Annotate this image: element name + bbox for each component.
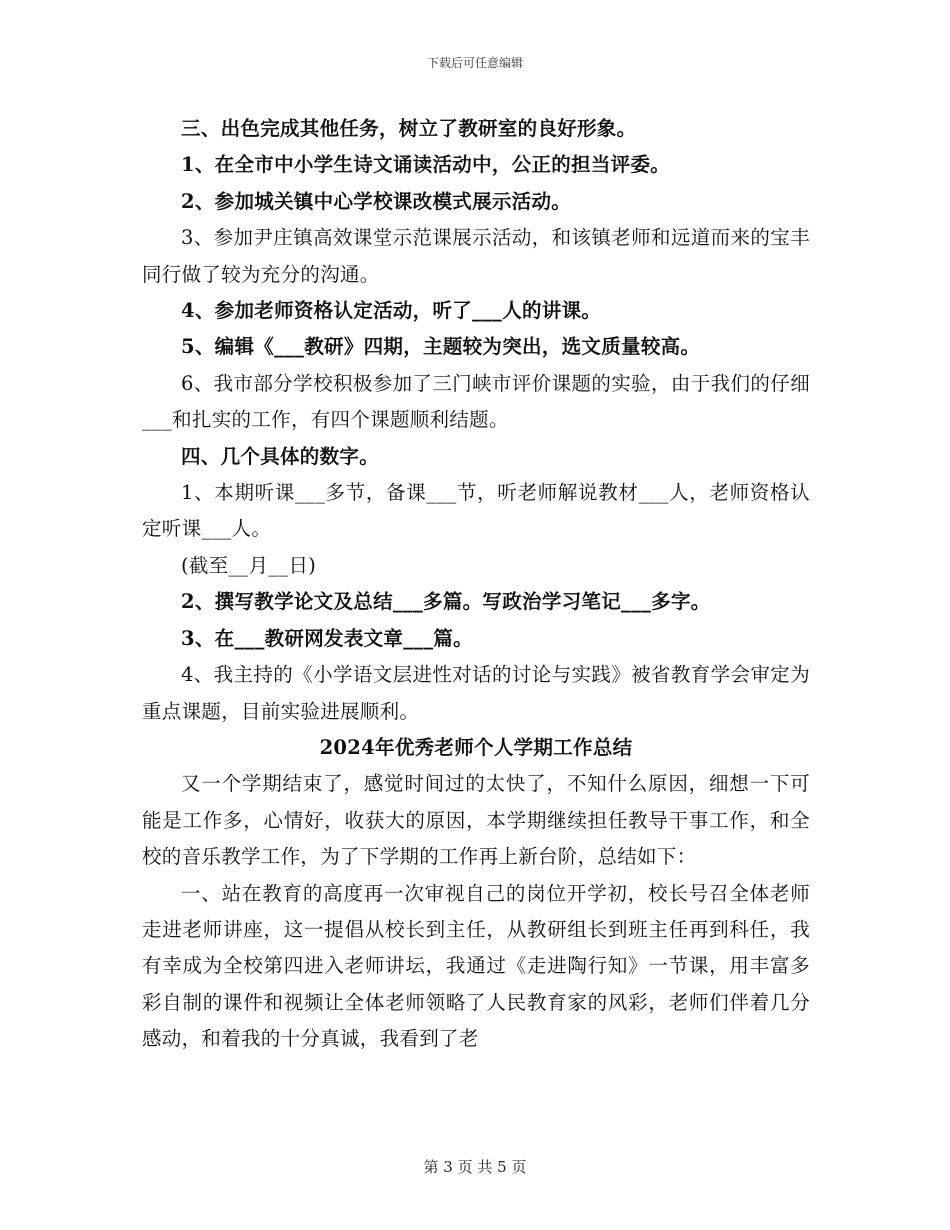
list-item: 1、本期听课___多节，备课___节，听老师解说教材___人，老师资格认定听课___人。: [142, 481, 810, 541]
list-item: 4、我主持的《小学语文层进性对话的讨论与实践》被省教育学会审定为重点课题，目前实验进展顺利。: [142, 663, 810, 723]
document-title: 2024年优秀老师个人学期工作总结: [319, 735, 633, 759]
section-heading-4: 四、几个具体的数字。: [181, 444, 380, 468]
body-paragraph: 又一个学期结束了，感觉时间过的太快了，不知什么原因，细想一下可能是工作多，心情好，收获大的原因，本学期继续担任教导干事工作，和全校的音乐教学工作，为了下学期的工作再上新台阶，总结如下：: [142, 772, 810, 869]
list-item: 2、参加城关镇中心学校课改模式展示活动。: [181, 189, 572, 213]
document-body: [142, 111, 810, 1058]
section-heading-3: 三、出色完成其他任务，树立了教研室的良好形象。: [181, 117, 637, 140]
list-item: 4、参加老师资格认定活动，听了___人的讲课。: [181, 299, 602, 323]
list-item: 6、我市部分学校积极参加了三门峡市评价课题的实验，由于我们的仔细___和扎实的工作，有四个课题顺利结题。: [142, 371, 810, 432]
list-item: 3、在___教研网发表文章___篇。: [181, 626, 473, 650]
page-header-note: 下载后可任意编辑: [426, 56, 523, 70]
list-item: 3、参加尹庄镇高效课堂示范课展示活动，和该镇老师和远道而来的宝丰同行做了较为充分的沟通。: [142, 226, 810, 286]
list-item: 2、撰写教学论文及总结___多篇。写政治学习笔记___多字。: [181, 590, 711, 614]
page-number: 第 3 页 共 5 页: [423, 1158, 527, 1176]
list-item: 1、在全市中小学生诗文诵读活动中，公正的担当评委。: [181, 153, 671, 177]
body-paragraph: 一、站在教育的高度再一次审视自己的岗位开学初，校长号召全体老师走进老师讲座，这一提倡从校长到主任，从教研组长到班主任再到科任，我有幸成为全校第四进入老师讲坛，我通过《走进陶行知》一节课，用丰富多彩自制的课件和视频让全体老师领略了人民教育家的风彩，老师们伴着几分感动，和着我的十分真诚，我看到了老: [142, 881, 810, 1051]
list-item: 5、编辑《___教研》四期，主题较为突出，选文质量较高。: [181, 335, 701, 359]
date-note: (截至__月__日): [181, 553, 317, 577]
